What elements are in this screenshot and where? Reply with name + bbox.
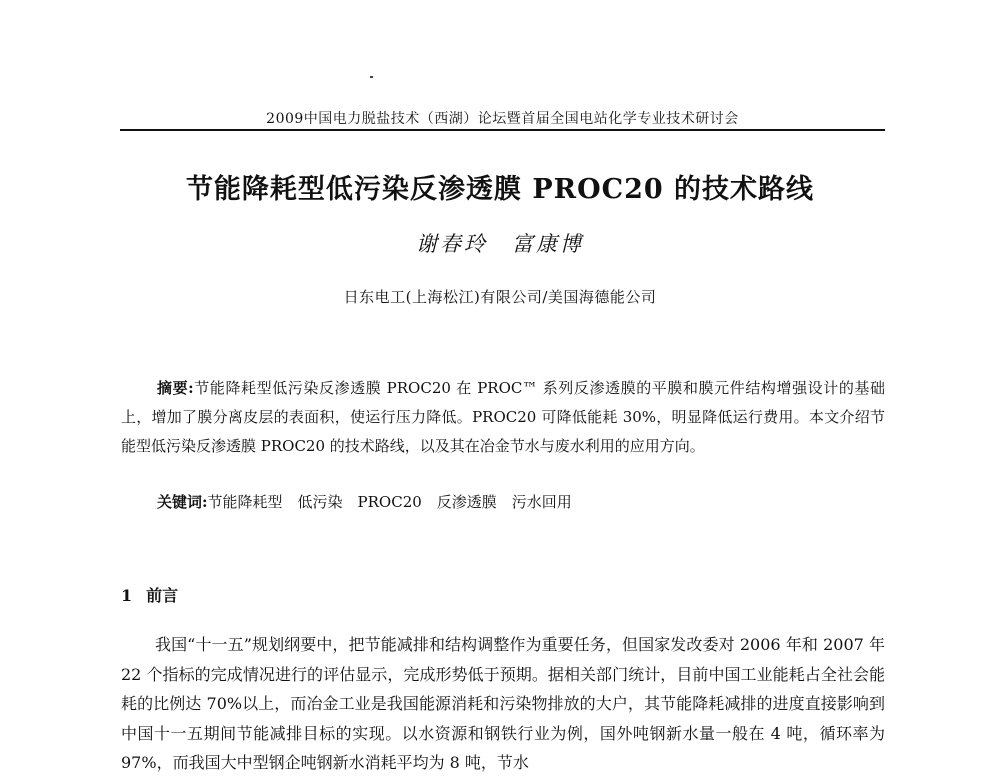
paper-affiliation: 日东电工(上海松江)有限公司/美国海德能公司 xyxy=(343,288,657,306)
paper-authors: 谢春玲 富康博 xyxy=(416,232,584,256)
section-paragraph: 我国“十一五”规划纲要中，把节能减排和结构调整作为重要任务，但国家发改委对 2006 年和 2007 年 22 个指标的完成情况进行的评估显示，完成形势低于预期。据相关部门统计，目前中国工业能耗占全社会能耗的比例达 70%以上，而冶金工业是我国能源消耗和污染物排放的大户，其节能降耗减排的进度直接影响到中国十一五期间节能减排目标的实现。以水资源和钢铁行业为例，国外吨钢新水量一般在 4 吨，循环率为 97%，而我国大中型钢企吨钢新水消耗平均为 8 吨，节水 xyxy=(121,635,885,772)
section-number: 1 xyxy=(121,586,133,605)
keywords-text: 节能降耗型 低污染 PROC20 反渗透膜 污水回用 xyxy=(207,493,572,511)
abstract-label: 摘要: xyxy=(157,379,194,397)
abstract-block xyxy=(121,374,885,461)
keywords-label: 关键词: xyxy=(157,493,208,511)
section-heading xyxy=(121,583,178,606)
scan-speck xyxy=(370,76,373,78)
keywords-block xyxy=(157,491,572,512)
conference-header: 2009中国电力脱盐技术（西湖）论坛暨首届全国电站化学专业技术研讨会 xyxy=(266,111,739,127)
paper-title: 节能降耗型低污染反渗透膜 PROC20 的技术路线 xyxy=(185,174,815,205)
abstract-text: 节能降耗型低污染反渗透膜 PROC20 在 PROC™ 系列反渗透膜的平膜和膜元件结构增强设计的基础上，增加了膜分离皮层的表面积，使运行压力降低。PROC20 可降低能耗 30%，明显降低运行费用。本文介绍节能型低污染反渗透膜 PROC20 的技术路线，以及其在冶金节水与废水利用的应用方向。 xyxy=(121,379,885,455)
section-title: 前言 xyxy=(146,586,179,605)
header-rule xyxy=(120,129,885,131)
